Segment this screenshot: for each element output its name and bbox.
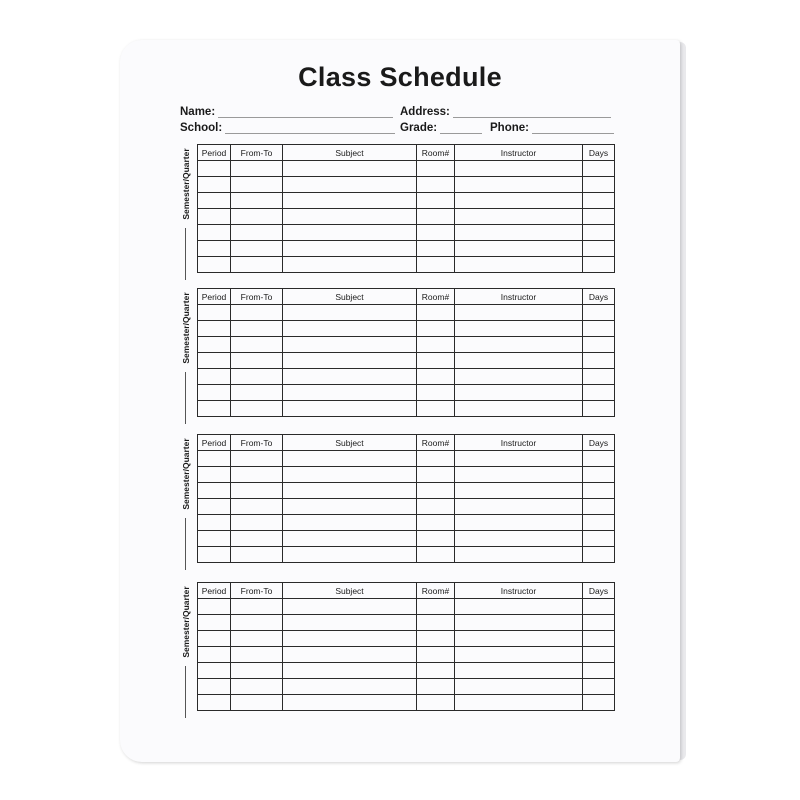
column-header-days: Days [583,145,615,161]
table-cell[interactable] [198,547,231,563]
table-cell[interactable] [283,353,417,369]
table-cell[interactable] [583,531,615,547]
table-cell[interactable] [455,695,583,711]
table-cell[interactable] [455,385,583,401]
table-row [198,531,615,547]
grade-line[interactable] [440,121,482,134]
table-cell[interactable] [283,401,417,417]
table-cell[interactable] [455,209,583,225]
column-header-period: Period [198,435,231,451]
table-cell[interactable] [231,663,283,679]
table-cell[interactable] [283,385,417,401]
table-cell[interactable] [583,483,615,499]
table-cell[interactable] [198,257,231,273]
table-row [198,631,615,647]
table-cell[interactable] [198,615,231,631]
table-cell[interactable] [583,631,615,647]
column-header-room: Room# [417,435,455,451]
table-cell[interactable] [198,241,231,257]
table-cell[interactable] [455,531,583,547]
column-header-period: Period [198,145,231,161]
table-cell[interactable] [198,193,231,209]
table-cell[interactable] [583,467,615,483]
table-cell[interactable] [583,241,615,257]
table-cell[interactable] [455,353,583,369]
table-cell[interactable] [417,193,455,209]
table-cell[interactable] [198,209,231,225]
table-row [198,615,615,631]
table-cell[interactable] [198,631,231,647]
table-cell[interactable] [283,547,417,563]
table-cell[interactable] [283,337,417,353]
table-cell[interactable] [417,531,455,547]
table-row [198,321,615,337]
table-cell[interactable] [198,161,231,177]
table-cell[interactable] [231,647,283,663]
address-line[interactable] [453,105,611,118]
schedule-sheet [120,40,680,762]
semester-quarter-text: Semester/Quarter [181,438,191,510]
table-cell[interactable] [455,599,583,615]
table-cell[interactable] [455,547,583,563]
table-cell[interactable] [417,177,455,193]
table-cell[interactable] [417,647,455,663]
column-header-subject: Subject [283,145,417,161]
table-cell[interactable] [583,161,615,177]
table-cell[interactable] [283,241,417,257]
table-cell[interactable] [455,451,583,467]
table-cell[interactable] [231,483,283,499]
table-cell[interactable] [283,663,417,679]
table-cell[interactable] [283,225,417,241]
table-cell[interactable] [231,161,283,177]
semester-quarter-line[interactable] [185,228,186,280]
semester-quarter-label [177,582,195,662]
table-cell[interactable] [231,547,283,563]
table-cell[interactable] [583,599,615,615]
table-cell[interactable] [231,679,283,695]
table-row [198,663,615,679]
table-cell[interactable] [583,305,615,321]
phone-line[interactable] [532,121,614,134]
table-cell[interactable] [417,353,455,369]
table-cell[interactable] [583,401,615,417]
table-cell[interactable] [231,467,283,483]
table-cell[interactable] [283,451,417,467]
semester-quarter-label [177,288,195,368]
table-cell[interactable] [417,385,455,401]
table-cell[interactable] [583,679,615,695]
table-cell[interactable] [455,615,583,631]
table-cell[interactable] [455,241,583,257]
table-cell[interactable] [198,515,231,531]
column-header-period: Period [198,583,231,599]
table-cell[interactable] [283,483,417,499]
table-cell[interactable] [283,257,417,273]
table-cell[interactable] [455,663,583,679]
table-row [198,225,615,241]
table-cell[interactable] [198,499,231,515]
table-cell[interactable] [417,467,455,483]
table-cell[interactable] [583,451,615,467]
table-cell[interactable] [231,695,283,711]
column-header-subject: Subject [283,289,417,305]
table-cell[interactable] [198,225,231,241]
table-cell[interactable] [231,615,283,631]
table-cell[interactable] [583,385,615,401]
semester-quarter-line[interactable] [185,372,186,424]
table-cell[interactable] [198,679,231,695]
table-row [198,467,615,483]
table-cell[interactable] [198,305,231,321]
column-header-subject: Subject [283,583,417,599]
table-cell[interactable] [198,599,231,615]
table-cell[interactable] [231,353,283,369]
table-cell[interactable] [583,337,615,353]
column-header-subject: Subject [283,435,417,451]
table-cell[interactable] [198,353,231,369]
table-cell[interactable] [417,499,455,515]
table-cell[interactable] [231,305,283,321]
semester-quarter-text: Semester/Quarter [181,148,191,220]
table-cell[interactable] [231,241,283,257]
table-row [198,695,615,711]
table-row [198,369,615,385]
semester-quarter-label [177,144,195,224]
column-header-days: Days [583,583,615,599]
column-header-room: Room# [417,289,455,305]
column-header-instructor: Instructor [455,435,583,451]
table-cell[interactable] [417,679,455,695]
table-cell[interactable] [198,177,231,193]
table-cell[interactable] [231,599,283,615]
table-cell[interactable] [198,663,231,679]
table-cell[interactable] [583,515,615,531]
table-cell[interactable] [455,499,583,515]
table-cell[interactable] [455,401,583,417]
table-row [198,305,615,321]
grade-field[interactable] [400,118,482,134]
table-cell[interactable] [583,193,615,209]
column-header-instructor: Instructor [455,145,583,161]
column-header-instructor: Instructor [455,583,583,599]
table-row [198,401,615,417]
table-cell[interactable] [283,615,417,631]
school-label: School: [180,122,223,134]
table-cell[interactable] [455,257,583,273]
table-cell[interactable] [283,161,417,177]
schedule-table [197,582,615,711]
table-cell[interactable] [417,337,455,353]
table-cell[interactable] [283,305,417,321]
table-cell[interactable] [198,451,231,467]
address-field[interactable] [400,102,611,118]
table-cell[interactable] [283,679,417,695]
table-cell[interactable] [455,305,583,321]
table-cell[interactable] [455,483,583,499]
table-row [198,161,615,177]
table-cell[interactable] [583,353,615,369]
table-row [198,679,615,695]
table-cell[interactable] [455,193,583,209]
table-cell[interactable] [231,499,283,515]
table-cell[interactable] [231,337,283,353]
table-row [198,647,615,663]
table-cell[interactable] [417,547,455,563]
table-cell[interactable] [198,483,231,499]
table-cell[interactable] [455,225,583,241]
table-cell[interactable] [283,321,417,337]
table-cell[interactable] [283,499,417,515]
table-cell[interactable] [583,369,615,385]
name-field[interactable] [180,102,393,118]
semester-quarter-line[interactable] [185,666,186,718]
table-row [198,599,615,615]
table-cell[interactable] [455,631,583,647]
table-cell[interactable] [231,385,283,401]
semester-quarter-text: Semester/Quarter [181,292,191,364]
table-row [198,257,615,273]
semester-quarter-label [177,434,195,514]
table-cell[interactable] [417,515,455,531]
table-cell[interactable] [583,647,615,663]
table-cell[interactable] [583,177,615,193]
table-cell[interactable] [455,515,583,531]
table-row [198,499,615,515]
phone-field[interactable] [490,118,614,134]
column-header-from-to: From-To [231,435,283,451]
semester-quarter-text: Semester/Quarter [181,586,191,658]
table-cell[interactable] [198,647,231,663]
table-cell[interactable] [283,177,417,193]
table-cell[interactable] [283,193,417,209]
column-header-instructor: Instructor [455,289,583,305]
table-cell[interactable] [583,663,615,679]
table-cell[interactable] [283,647,417,663]
table-cell[interactable] [198,401,231,417]
table-cell[interactable] [231,177,283,193]
grade-label: Grade: [400,122,438,134]
table-cell[interactable] [231,209,283,225]
column-header-period: Period [198,289,231,305]
table-cell[interactable] [583,257,615,273]
table-cell[interactable] [417,631,455,647]
table-cell[interactable] [417,369,455,385]
phone-label: Phone: [490,122,529,134]
schedule-table [197,434,615,563]
table-cell[interactable] [417,305,455,321]
table-header-row [198,435,615,451]
table-cell[interactable] [231,321,283,337]
table-cell[interactable] [583,225,615,241]
table-cell[interactable] [583,615,615,631]
table-cell[interactable] [417,161,455,177]
table-row [198,193,615,209]
table-cell[interactable] [417,401,455,417]
table-cell[interactable] [417,257,455,273]
column-header-room: Room# [417,583,455,599]
table-cell[interactable] [417,209,455,225]
table-cell[interactable] [455,369,583,385]
table-row [198,483,615,499]
table-cell[interactable] [455,161,583,177]
schedule-table [197,144,615,273]
page-title: Class Schedule [298,62,502,92]
table-cell[interactable] [417,225,455,241]
table-cell[interactable] [417,663,455,679]
table-row [198,177,615,193]
table-cell[interactable] [455,337,583,353]
table-cell[interactable] [231,531,283,547]
table-cell[interactable] [455,467,583,483]
address-label: Address: [400,106,450,118]
table-cell[interactable] [455,679,583,695]
schedule-table [197,288,615,417]
table-cell[interactable] [417,695,455,711]
table-cell[interactable] [198,467,231,483]
table-cell[interactable] [198,321,231,337]
table-cell[interactable] [417,483,455,499]
table-cell[interactable] [583,695,615,711]
table-cell[interactable] [198,531,231,547]
table-cell[interactable] [231,401,283,417]
table-cell[interactable] [583,321,615,337]
table-header-row [198,583,615,599]
table-row [198,385,615,401]
table-row [198,353,615,369]
table-cell[interactable] [283,515,417,531]
table-header-row [198,289,615,305]
table-cell[interactable] [283,369,417,385]
table-cell[interactable] [283,467,417,483]
table-cell[interactable] [198,369,231,385]
table-cell[interactable] [283,695,417,711]
table-cell[interactable] [583,209,615,225]
table-cell[interactable] [283,631,417,647]
column-header-from-to: From-To [231,583,283,599]
table-cell[interactable] [455,177,583,193]
table-cell[interactable] [231,225,283,241]
name-label: Name: [180,106,216,118]
table-cell[interactable] [283,209,417,225]
table-cell[interactable] [231,631,283,647]
table-cell[interactable] [583,547,615,563]
table-cell[interactable] [198,695,231,711]
column-header-from-to: From-To [231,289,283,305]
table-row [198,209,615,225]
table-cell[interactable] [417,615,455,631]
table-cell[interactable] [231,369,283,385]
school-field[interactable] [180,118,395,134]
column-header-days: Days [583,435,615,451]
table-cell[interactable] [283,599,417,615]
table-row [198,515,615,531]
table-cell[interactable] [455,647,583,663]
column-header-days: Days [583,289,615,305]
table-cell[interactable] [283,531,417,547]
table-cell[interactable] [417,599,455,615]
table-header-row [198,145,615,161]
table-cell[interactable] [231,451,283,467]
table-row [198,241,615,257]
table-cell[interactable] [417,451,455,467]
school-line[interactable] [225,121,395,134]
column-header-from-to: From-To [231,145,283,161]
table-cell[interactable] [231,515,283,531]
table-cell[interactable] [417,321,455,337]
table-cell[interactable] [417,241,455,257]
semester-quarter-line[interactable] [185,518,186,570]
name-line[interactable] [218,105,393,118]
table-row [198,451,615,467]
table-cell[interactable] [198,385,231,401]
table-row [198,547,615,563]
table-cell[interactable] [231,257,283,273]
table-row [198,337,615,353]
table-cell[interactable] [455,321,583,337]
table-cell[interactable] [198,337,231,353]
column-header-room: Room# [417,145,455,161]
table-cell[interactable] [583,499,615,515]
table-cell[interactable] [231,193,283,209]
